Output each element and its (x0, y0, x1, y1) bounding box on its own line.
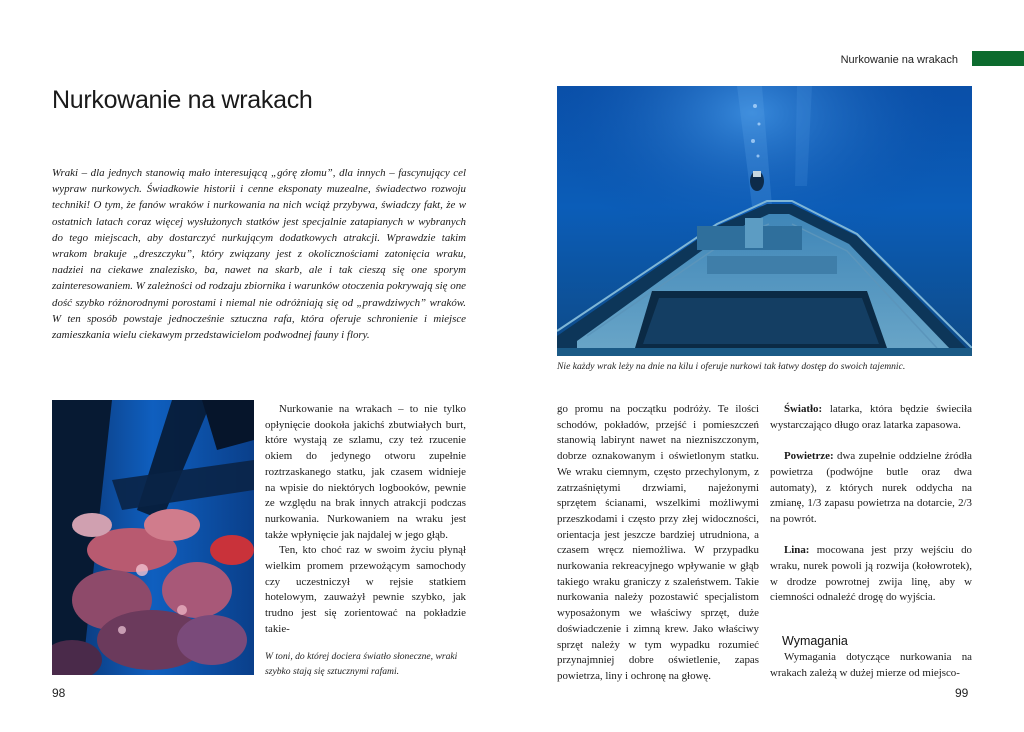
running-header: Nurkowanie na wrakach (840, 54, 958, 66)
equipment-light-text: latarka, która będzie świeciła wystarczająco długo oraz latarka zapasowa. (770, 403, 972, 431)
equipment-light-label: Światło: (784, 403, 823, 415)
reef-photo-caption: W toni, do której dociera światło słoneczne, wraki szybko stają się sztucznymi rafami. (265, 651, 458, 677)
equipment-line-label: Lina: (784, 544, 810, 557)
text-column-1 (265, 402, 466, 638)
intro-paragraph: Wraki – dla jednych stanowią mało interesującą „górę złomu”, dla innych – fascynujący cel wypraw nurkowych. Świadkowie historii i cenne eksponaty muzealne, świadectwo rozwoju techniki! O tym, że fanów wraków i nurkowania na nich wciąż przybywa, świadczy fakt, że w ostatnich latach coraz więcej wysłużonych statków jest specjalnie zatapianych w wybranych do tego miejscach, aby dostarczyć nurkującym dodatkowych atrakcji. Wprawdzie takim wrakom brakuje „dreszczyku”, który związany jest z okolicznościami zatonięcia wraku, nadziei na ciekawe znalezisko, ba, nawet na skarb, ale i tak cieszą się one sporym zainteresowaniem. W zależności od rodzaju zbiornika i warunków otoczenia pokrywają się one dość szybko różnorodnymi porostami i niemal nie odróżniają się od „prawdziwych” wraków. W ten sposób powstaje jednocześnie sztuczna rafa, która oferuje schronienie i miejsce zamieszkania wielu ciekawym przedstawicielom podwodnej fauny i flory. (52, 167, 466, 342)
equipment-air (770, 449, 972, 528)
text-column-3 (770, 402, 972, 606)
equipment-light (770, 402, 972, 433)
col2-paragraph-1: go promu na początku podróży. Te ilości schodów, pokładów, przejść i pomieszczeń stanowią labirynt nawet na niezniszczonym, dobrze oznakowanym i oświetlonym statku. We wraku ciemnym, często przechylonym, z zatrzaśniętymi drzwiami, najeżonymi sprzętem ścianami, wszelkimi możliwymi przeszkodami i często przy złej widoczności, orientacja jest jeszcze bardziej utrudniona, a czasem wręcz niemożliwa. W przypadku nurkowania rekreacyjnego wpływanie w głąb takiego wraku graniczy z szaleństwem. Takie nurkowania należy pozostawić specjalistom wyposażonym we właściwy sprzęt, duże doświadczenie i zimną krew. Jako właściwy sprzęt należy w tym wypadku rozumieć przynajmniej dobre oświetlenie, zapas powietrza, liny i ochronę na głowę. (557, 403, 759, 682)
section-color-tab (972, 51, 1024, 66)
wreck-photo-caption: Nie każdy wrak leży na dnie na kilu i oferuje nurkowi tak łatwy dostęp do swoich tajemnic. (557, 361, 906, 372)
page-number-right: 99 (955, 686, 969, 700)
text-column-2 (557, 402, 759, 685)
requirements-text (770, 650, 972, 681)
col1-paragraph-1: Nurkowanie na wrakach – to nie tylko opłynięcie dookoła jakichś zbutwiałych burt, które wystają ze szlamu, czy też rzucenie okiem do jedynego otworu zupełnie roztrzaskanego statku, jak czasem widnieje na wpisie do niektórych logbooków, pewnie ze względu na brak innych atrakcji podczas nurkowania. Nurkowaniem na wraku jest także wpłynięcie jak najdalej w jego głąb. (265, 403, 466, 541)
equipment-line-text: mocowana jest przy wejściu do wraku, nurek powoli ją rozwija (kołowrotek), w drodze powrotnej zwija linę, aby w ciemności odnaleźć drogę do wyjścia. (770, 544, 972, 604)
equipment-line (770, 543, 972, 606)
reef-photo (52, 400, 254, 675)
requirements-paragraph: Wymagania dotyczące nurkowania na wrakach zależą w dużej mierze od miejsco- (770, 651, 972, 679)
equipment-air-text: dwa zupełnie oddzielne źródła powietrza (podwójne butle oraz dwa automaty), z których nurek oddycha na zmianę, 1/3 zapasu powietrza na dotarcie, 2/3 na powrót. (770, 450, 972, 525)
col1-paragraph-2: Ten, kto choć raz w swoim życiu płynął wielkim promem przewożącym samochody czy uczestniczył w rejsie statkiem hotelowym, zauważył pewnie szybko, jak trudno jest się zorientować na pokładzie takie- (265, 544, 466, 635)
wreck-photo (557, 86, 972, 356)
page-number-left: 98 (52, 686, 66, 700)
equipment-air-label: Powietrze: (784, 450, 834, 463)
page-title: Nurkowanie na wrakach (52, 86, 313, 114)
section-subheading: Wymagania (782, 634, 848, 648)
